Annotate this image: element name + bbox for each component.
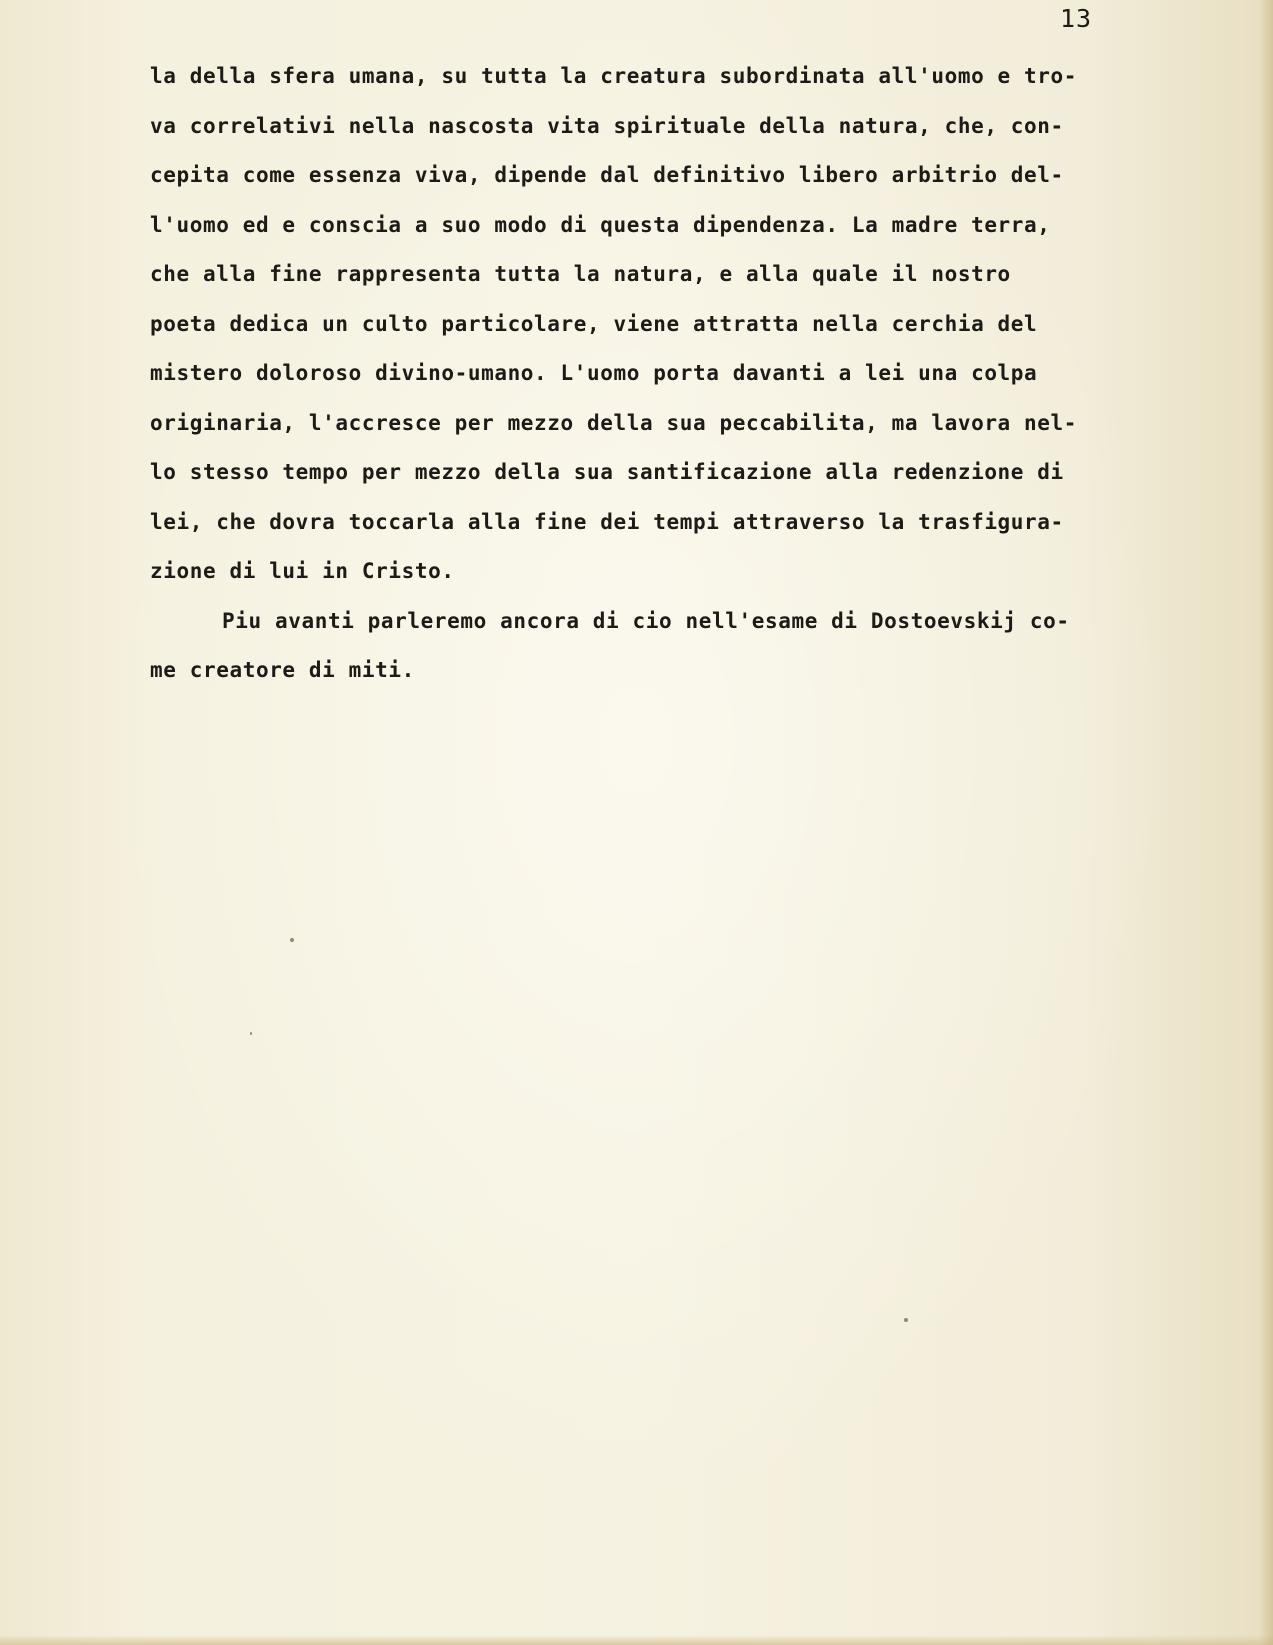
text-line: lo stesso tempo per mezzo della sua santificazione alla redenzione di [150, 460, 1064, 484]
paper-speck [904, 1318, 908, 1322]
text-line: che alla fine rappresenta tutta la natura, e alla quale il nostro [150, 262, 1011, 286]
text-line: poeta dedica un culto particolare, viene attratta nella cerchia del [150, 311, 1038, 336]
text-line: zione di lui in Cristo. [150, 559, 455, 583]
paper-bottom-edge [0, 1635, 1273, 1645]
text-line: lei, che dovra toccarla alla fine dei tempi attraverso la trasfigura- [150, 509, 1064, 534]
text-line: mistero doloroso divino-umano. L'uomo porta davanti a lei una colpa [150, 361, 1038, 385]
text-line: originaria, l'accresce per mezzo della sua peccabilita, ma lavora nel- [150, 410, 1078, 435]
text-line: l'uomo ed e conscia a suo modo di questa dipendenza. La madre terra, [150, 212, 1051, 237]
paragraph-start-line: Piu avanti parleremo ancora di cio nell'esame di Dostoevskij co- [222, 608, 1070, 633]
text-line: me creatore di miti. [150, 658, 415, 682]
paper-speck [250, 1032, 252, 1035]
page-number: 13 [1060, 4, 1093, 33]
text-body [150, 52, 1200, 696]
text-line: va correlativi nella nascosta vita spirituale della natura, che, con- [150, 113, 1064, 138]
text-line: cepita come essenza viva, dipende dal definitivo libero arbitrio del- [150, 163, 1064, 187]
paper-speck [290, 938, 294, 942]
text-line: la della sfera umana, su tutta la creatura subordinata all'uomo e tro- [150, 64, 1078, 88]
